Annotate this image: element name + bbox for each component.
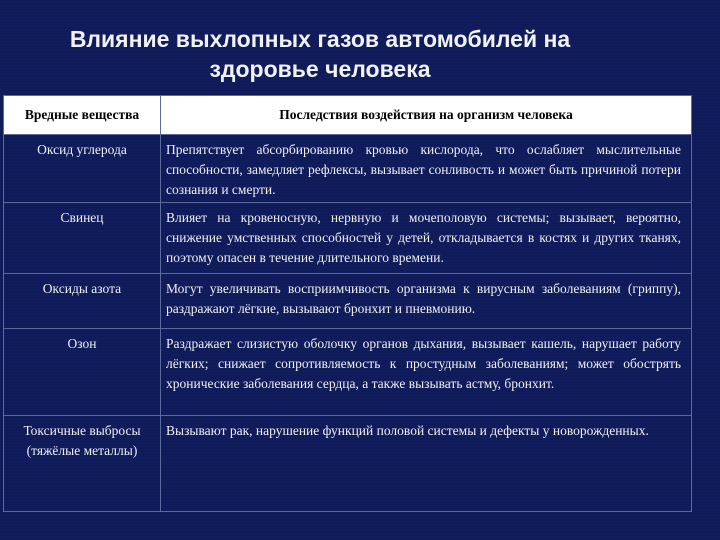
effect-cell: Влияет на кровеносную, нервную и мочеполовую системы; вызывает, вероятно, снижение умственных способностей у детей, откладывается в костях и других тканях, поэтому опасен в течение длительного времени. xyxy=(161,203,692,274)
table-row xyxy=(4,274,692,329)
substance-cell: Озон xyxy=(4,329,161,416)
effect-cell: Могут увеличивать восприимчивость организма к вирусным заболеваниям (гриппу), раздражают лёгкие, вызывают бронхит и пневмонию. xyxy=(161,274,692,329)
table-row xyxy=(4,416,692,512)
substance-cell: Оксиды азота xyxy=(4,274,161,329)
substance-cell: Оксид углерода xyxy=(4,135,161,203)
header-substances: Вредные вещества xyxy=(4,96,161,135)
effect-cell: Препятствует абсорбированию кровью кислорода, что ослабляет мыслительные способности, замедляет рефлексы, вызывает сонливость и может быть причиной потери сознания и смерти. xyxy=(161,135,692,203)
slide-title-line-1: Влияние выхлопных газов автомобилей на xyxy=(69,26,571,52)
effects-table xyxy=(3,95,692,512)
table-header-row xyxy=(4,96,692,135)
table-row xyxy=(4,135,692,203)
table-row xyxy=(4,203,692,274)
header-effects: Последствия воздействия на организм человека xyxy=(161,96,692,135)
slide-title xyxy=(20,24,620,84)
substance-cell: Токсичные выбросы (тяжёлые металлы) xyxy=(4,416,161,512)
slide-title-line-2: здоровье человека xyxy=(209,56,431,82)
effect-cell: Раздражает слизистую оболочку органов дыхания, вызывает кашель, нарушает работу лёгких; снижает сопротивляемость к простудным заболеваниям; может обострять хронические заболевания сердца, а также вызывать астму, бронхит. xyxy=(161,329,692,416)
substance-cell: Свинец xyxy=(4,203,161,274)
table-row xyxy=(4,329,692,416)
effect-cell: Вызывают рак, нарушение функций половой системы и дефекты у новорожденных. xyxy=(161,416,692,512)
